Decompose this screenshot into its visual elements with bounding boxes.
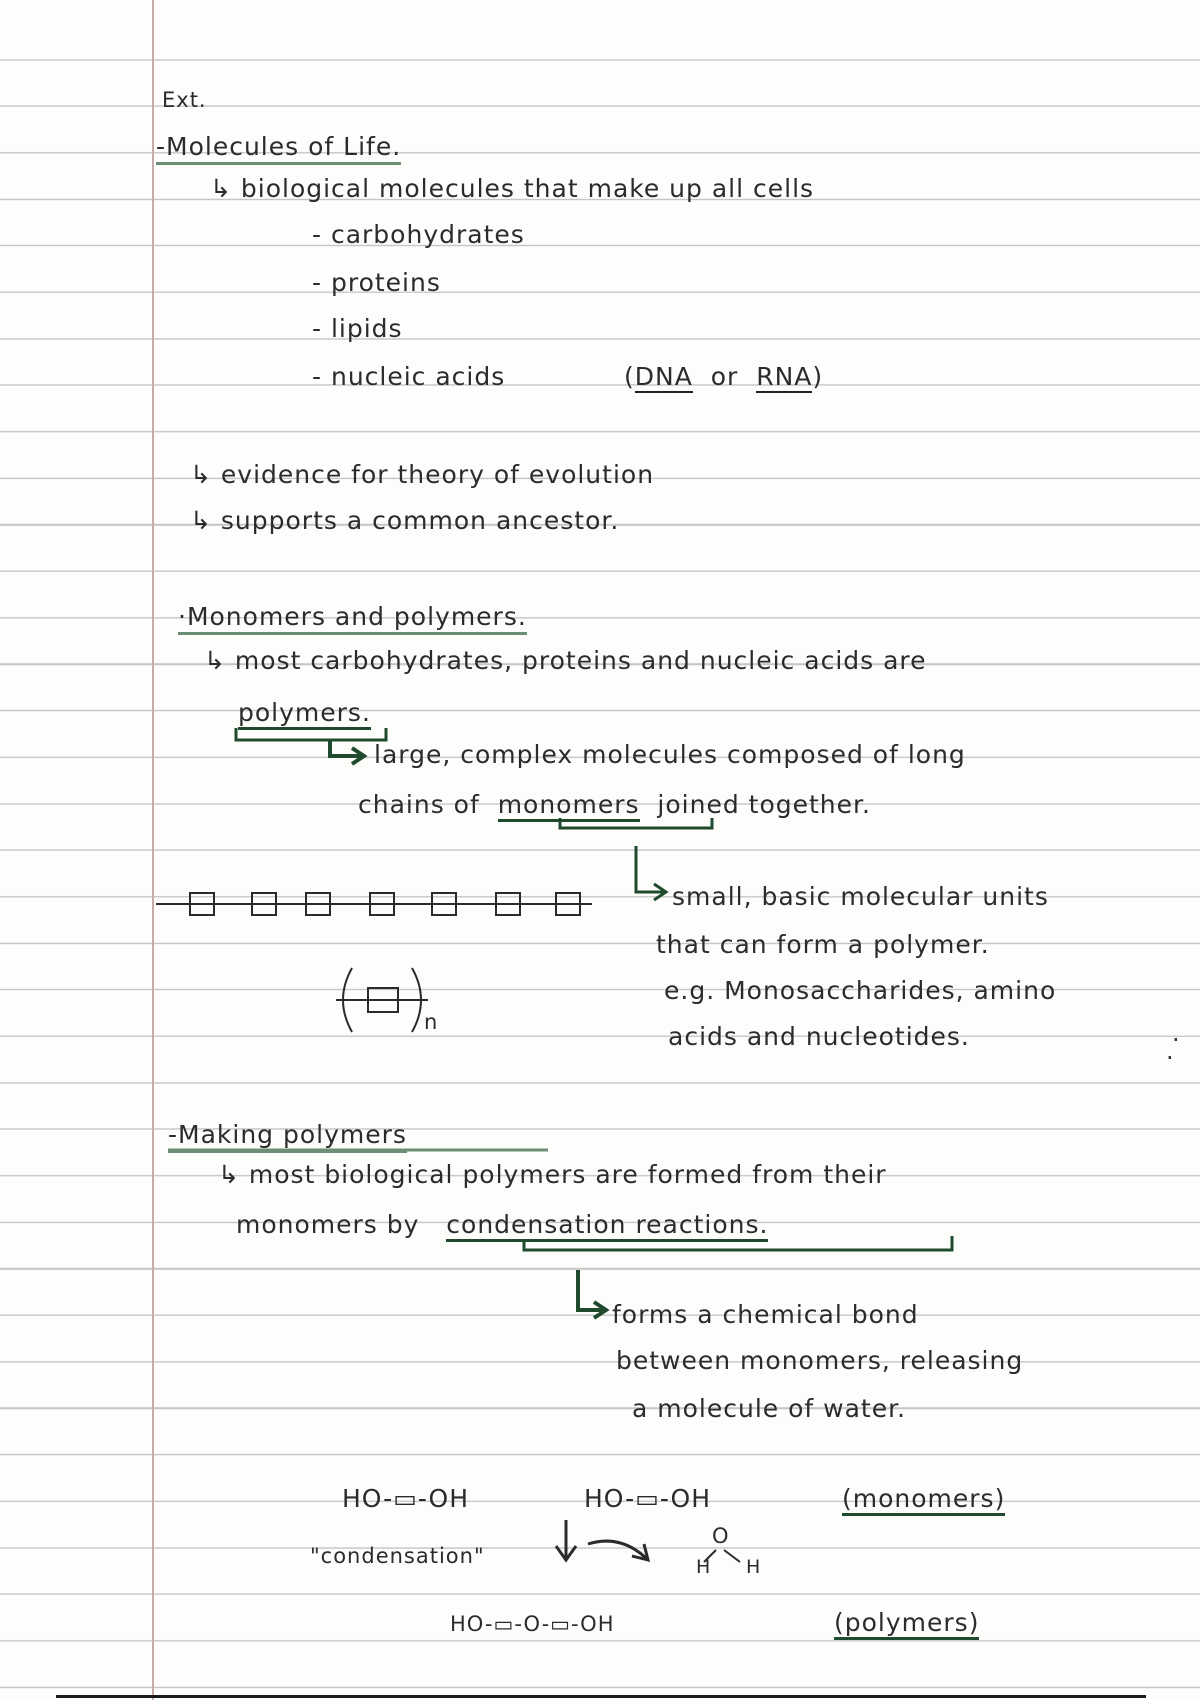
condensation-reactions-word: condensation reactions. bbox=[446, 1210, 768, 1242]
heading-molecules-of-life: -Molecules of Life. bbox=[156, 132, 401, 165]
polymer-chain-diagram bbox=[156, 893, 592, 915]
dna-word: DNA bbox=[634, 362, 693, 391]
bond-def-arrow-icon bbox=[578, 1270, 606, 1318]
monomer-formula-b: HO-▭-OH bbox=[584, 1484, 712, 1513]
list-item-lipids: - lipids bbox=[312, 314, 403, 343]
condensation-label: "condensation" bbox=[310, 1544, 485, 1568]
monomer-definition-2: that can form a polymer. bbox=[656, 930, 990, 959]
list-item-proteins: - proteins bbox=[312, 268, 441, 297]
heading-making-polymers: -Making polymers bbox=[168, 1120, 407, 1153]
making-line-2 bbox=[236, 1210, 768, 1239]
list-item-nucleic-acids: - nucleic acids bbox=[312, 362, 506, 391]
ancestor-point: ↳ supports a common ancestor. bbox=[190, 506, 620, 535]
list-item-carbohydrates: - carbohydrates bbox=[312, 220, 525, 249]
monomers-line-1: ↳ most carbohydrates, proteins and nucleic acids are bbox=[204, 646, 927, 675]
monomer-formula-a: HO-▭-OH bbox=[342, 1484, 470, 1513]
monomers-label: (monomers) bbox=[842, 1484, 1005, 1516]
page-bottom-edge bbox=[56, 1695, 1146, 1698]
making-line-1: ↳ most biological polymers are formed from their bbox=[218, 1160, 887, 1189]
monomer-examples-1: e.g. Monosaccharides, amino bbox=[664, 976, 1057, 1005]
curved-arrow-icon bbox=[588, 1541, 648, 1560]
molecules-intro: ↳ biological molecules that make up all cells bbox=[210, 174, 815, 203]
rna-word: RNA bbox=[756, 362, 813, 391]
chains-of-text: chains of bbox=[358, 790, 480, 819]
polymers-label: (polymers) bbox=[834, 1608, 979, 1640]
dna-rna-note bbox=[624, 362, 823, 391]
repeat-unit-diagram bbox=[336, 968, 428, 1032]
margin-line bbox=[152, 0, 154, 1700]
stray-dot: · bbox=[1166, 1044, 1174, 1072]
monomers-by-text: monomers by bbox=[236, 1210, 420, 1239]
polymer-formula: HO-▭-O-▭-OH bbox=[450, 1612, 615, 1636]
ext-label: Ext. bbox=[162, 88, 207, 112]
monomer-def-arrow-icon bbox=[636, 846, 666, 900]
water-hydrogen-1: H bbox=[696, 1556, 712, 1578]
heading-monomers-and-polymers: ·Monomers and polymers. bbox=[178, 602, 527, 635]
repeat-unit-n: n bbox=[424, 1010, 439, 1034]
paren-close: ) bbox=[812, 362, 824, 391]
monomer-examples-2: acids and nucleotides. bbox=[668, 1022, 970, 1051]
polymer-definition-2 bbox=[358, 790, 871, 819]
bond-definition-1: forms a chemical bond bbox=[612, 1300, 919, 1329]
polymer-definition-1: large, complex molecules composed of long bbox=[374, 740, 966, 769]
polymers-word: polymers. bbox=[238, 698, 371, 730]
water-oxygen: O bbox=[712, 1524, 730, 1548]
monomer-definition-1: small, basic molecular units bbox=[672, 882, 1049, 911]
monomers-word: monomers bbox=[498, 790, 640, 822]
down-arrow-icon bbox=[556, 1520, 576, 1560]
water-hydrogen-2: H bbox=[746, 1556, 762, 1578]
joined-together-text: joined together. bbox=[657, 790, 871, 819]
definition-arrow-icon bbox=[330, 740, 364, 764]
bond-definition-3: a molecule of water. bbox=[632, 1394, 907, 1423]
stray-dot: · bbox=[1172, 1026, 1180, 1054]
evidence-point: ↳ evidence for theory of evolution bbox=[190, 460, 655, 489]
bond-definition-2: between monomers, releasing bbox=[616, 1346, 1024, 1375]
or-word: or bbox=[710, 362, 739, 391]
paren-open: ( bbox=[624, 362, 635, 391]
